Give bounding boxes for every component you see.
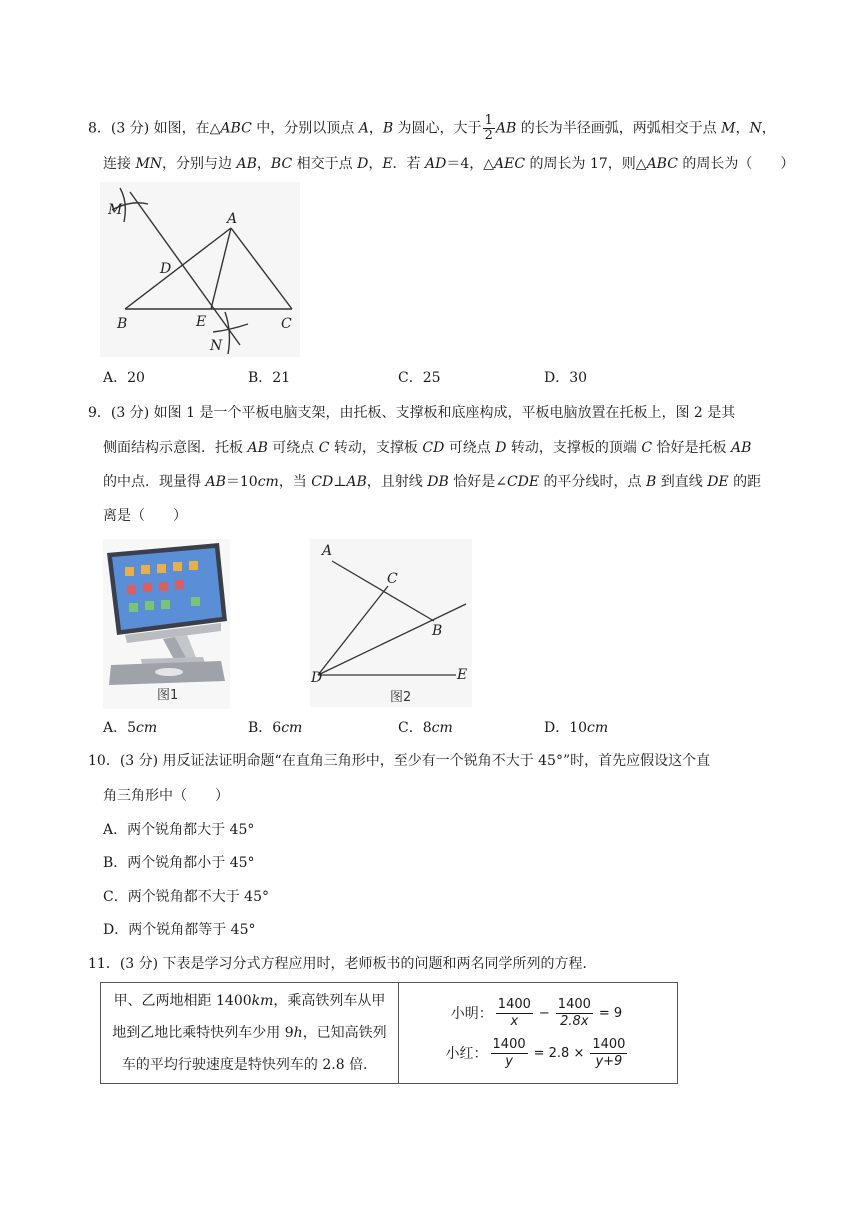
q8-stem-line2: 连接 MN，分别与边 AB，BC 相交于点 D，E．若 AD＝4，△AEC 的周长为 17，则△ABC 的周长为（ ） — [103, 156, 795, 172]
problem-cell — [101, 983, 399, 1084]
q9-option-b[interactable]: B．6cm — [248, 720, 303, 736]
fig2-label-a: A — [322, 543, 333, 559]
q10-stem-line2: 角三角形中（ ） — [103, 788, 229, 804]
fig2-label-e: E — [457, 667, 468, 683]
problem-line2: 地到乙地比乘特快列车少用 9h，已知高铁列 — [112, 1025, 387, 1041]
xh-frac-2: $\frac{1400}{y+9}$ — [592, 1036, 626, 1069]
fig2-label-c: C — [387, 571, 398, 587]
xiaohong-equation: 小红： $\frac{1400}{y}$ = 2.8 × $\frac{1400}{y+9}$ — [445, 1036, 626, 1069]
fig2-caption: 图2 — [390, 690, 412, 705]
q10-option-d[interactable]: D．两个锐角都等于 45° — [103, 922, 256, 938]
q10-option-a[interactable]: A．两个锐角都大于 45° — [103, 822, 255, 838]
xiaoming-label: 小明： — [450, 1006, 493, 1022]
problem-line1: 甲、乙两地相距 1400km，乘高铁列车从甲 — [113, 993, 386, 1009]
tablet-stand-photo — [103, 539, 230, 709]
equations-cell — [399, 983, 678, 1084]
label-n: N — [210, 338, 223, 354]
q10-option-c[interactable]: C．两个锐角都不大于 45° — [103, 889, 269, 905]
q8-triangle-figure — [100, 182, 300, 357]
label-e: E — [196, 314, 207, 330]
q11-problem-table — [100, 982, 678, 1084]
q10-option-b[interactable]: B．两个锐角都小于 45° — [103, 855, 255, 871]
fig1-caption: 图1 — [157, 688, 179, 703]
xm-frac-1: 1400 x — [497, 996, 531, 1029]
xiaoming-equation: 小明： 1400 x − $\frac{1400}{2.8x}$ = 9 — [450, 996, 623, 1029]
q9-option-d[interactable]: D．10cm — [544, 720, 609, 736]
q9-option-a[interactable]: A．5cm — [103, 720, 158, 736]
label-a: A — [227, 211, 238, 227]
q8-option-b[interactable]: B．21 — [248, 370, 291, 386]
q9-stem-line2: 侧面结构示意图．托板 AB 可绕点 C 转动，支撑板 CD 可绕点 D 转动，支撑板的顶端 C 恰好是托板 AB — [103, 440, 752, 456]
label-d: D — [160, 261, 172, 277]
q9-side-view-diagram — [310, 539, 472, 707]
xm-frac-2: $\frac{1400}{2.8x}$ — [557, 996, 591, 1029]
q8-option-d[interactable]: D．30 — [544, 370, 588, 386]
xiaohong-label: 小红： — [445, 1046, 488, 1062]
label-m: M — [108, 202, 123, 218]
half-fraction: $\frac{1}{2}$ — [484, 113, 493, 143]
fig2-label-d: D — [311, 670, 323, 686]
q8-option-a[interactable]: A．20 — [103, 370, 145, 386]
label-c: C — [281, 316, 292, 332]
q9-stem-line1: 9．(3 分) 如图 1 是一个平板电脑支架，由托板、支撑板和底座构成，平板电脑放置在托板上，图 2 是其 — [88, 405, 736, 421]
q8-option-c[interactable]: C．25 — [398, 370, 441, 386]
q8-stem-line1: 8．(3 分) 如图，在△ABC 中，分别以顶点 A，B 为圆心，大于 $\frac{1}{2}$ AB 的长为半径画弧，两弧相交于点 M，N， — [88, 113, 776, 143]
q11-stem-line1: 11．(3 分) 下表是学习分式方程应用时，老师板书的问题和两名同学所列的方程． — [88, 956, 597, 972]
problem-line3: 车的平均行驶速度是特快列车的 2.8 倍． — [121, 1057, 378, 1073]
q9-option-c[interactable]: C．8cm — [398, 720, 453, 736]
xh-frac-1: $\frac{1400}{y}$ — [492, 1036, 526, 1069]
fig2-label-b: B — [432, 623, 443, 639]
q10-stem-line1: 10．(3 分) 用反证法证明命题“在直角三角形中，至少有一个锐角不大于 45°”时，首先应假设这个直 — [88, 753, 711, 769]
label-b: B — [117, 316, 128, 332]
q9-stem-line3: 的中点．现量得 AB＝10cm，当 CD⊥AB，且射线 DB 恰好是∠CDE 的平分线时，点 B 到直线 DE 的距 — [103, 474, 762, 490]
q9-stem-line4: 离是（ ） — [103, 508, 187, 524]
